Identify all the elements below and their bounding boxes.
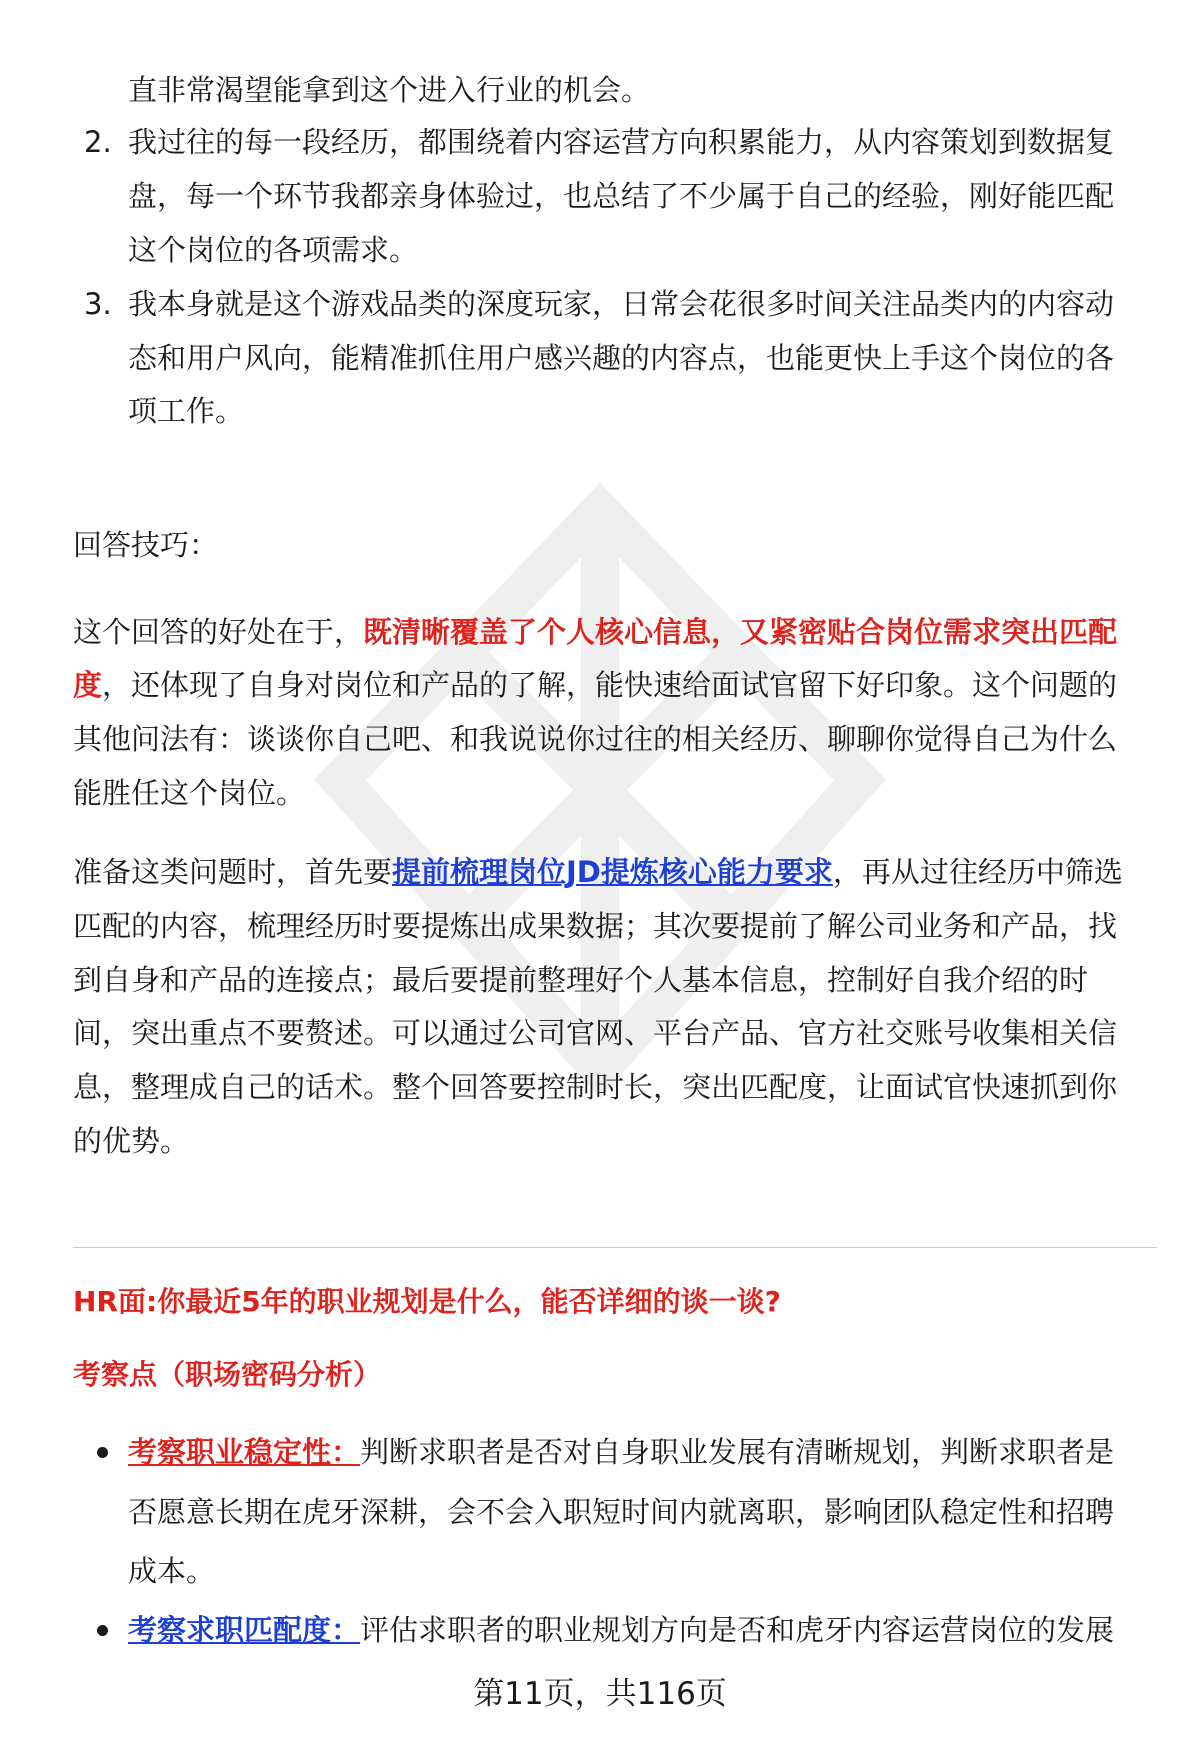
point-2-text: 评估求职者的职业规划方向是否和虎牙内容运营岗位的发展: [360, 1613, 1115, 1647]
point-2-label: 考察求职匹配度：: [128, 1613, 361, 1647]
tips-label: 回答技巧：: [73, 528, 219, 562]
list-item-2-line-3: 这个岗位的各项需求。: [128, 233, 419, 267]
list-item-3-line-2: 态和用户风向，能精准抓住用户感兴趣的内容点，也能更快上手这个岗位的各: [128, 341, 1115, 375]
question-title: HR面:你最近5年的职业规划是什么，能否详细的谈一谈?: [73, 1285, 781, 1318]
tips-paragraph-2-line-5: 息，整理成自己的话术。整个回答要控制时长，突出匹配度，让面试官快速抓到你: [73, 1070, 1118, 1104]
tips-p2-highlight: 提前梳理岗位JD提炼核心能力要求: [392, 855, 833, 889]
tips-paragraph-2-line-3: 到自身和产品的连接点；最后要提前整理好个人基本信息，控制好自我介绍的时: [73, 963, 1089, 997]
point-1-text: 判断求职者是否对自身职业发展有清晰规划，判断求职者是: [360, 1435, 1115, 1469]
tips-p1-highlight: 既清晰覆盖了个人核心信息，又紧密贴合岗位需求突出匹配: [363, 615, 1118, 649]
tips-p2-text-post: ，再从过往经历中筛选: [832, 855, 1123, 889]
tips-p2-text: 准备这类问题时，首先要: [73, 855, 393, 889]
section-divider: [73, 1247, 1157, 1248]
tips-paragraph-2-line-2: 匹配的内容，梳理经历时要提炼出成果数据；其次要提前了解公司业务和产品，找: [73, 909, 1118, 943]
point-1-line-3: 成本。: [128, 1554, 216, 1588]
tips-paragraph-2-line-6: 的优势。: [73, 1124, 190, 1158]
list-item-1-tail: 直非常渴望能拿到这个进入行业的机会。: [128, 73, 651, 107]
tips-paragraph-2-line-1: [73, 852, 1123, 892]
page-number: 第11页，共116页: [473, 1676, 727, 1712]
bullet-dot-icon: [97, 1447, 108, 1458]
watermark-logo-icon: [300, 480, 900, 1100]
point-1-label: 考察职业稳定性：: [128, 1435, 361, 1469]
list-item-2-line-1: 我过往的每一段经历，都围绕着内容运营方向积累能力，从内容策划到数据复: [128, 125, 1115, 159]
tips-paragraph-1-line-1: [73, 612, 1117, 652]
point-2-line-1: [128, 1610, 1114, 1650]
question-subtitle: 考察点（职场密码分析）: [73, 1358, 382, 1391]
bullet-dot-icon: [97, 1625, 108, 1636]
tips-paragraph-1-line-4: 能胜任这个岗位。: [73, 776, 306, 810]
point-1-line-2: 否愿意长期在虎牙深耕，会不会入职短时间内就离职，影响团队稳定性和招聘: [128, 1495, 1115, 1529]
tips-p1-text-tail: ，还体现了自身对岗位和产品的了解，能快速给面试官留下好印象。这个问题的: [102, 668, 1118, 702]
list-number-3: 3.: [84, 287, 112, 321]
tips-paragraph-1-line-3: 其他问法有：谈谈你自己吧、和我说说你过往的相关经历、聊聊你觉得自己为什么: [73, 722, 1118, 756]
list-number-2: 2.: [84, 125, 112, 159]
tips-paragraph-2-line-4: 间，突出重点不要赘述。可以通过公司官网、平台产品、官方社交账号收集相关信: [73, 1016, 1118, 1050]
point-1-line-1: [128, 1432, 1114, 1472]
list-item-3-line-1: 我本身就是这个游戏品类的深度玩家，日常会花很多时间关注品类内的内容动: [128, 287, 1115, 321]
list-item-3-line-3: 项工作。: [128, 394, 245, 428]
tips-p1-highlight-tail: 度: [73, 668, 103, 702]
tips-paragraph-1-line-2: [73, 665, 1117, 705]
list-item-2-line-2: 盘，每一个环节我都亲身体验过，也总结了不少属于自己的经验，刚好能匹配: [128, 179, 1115, 213]
tips-p1-text: 这个回答的好处在于，: [73, 615, 364, 649]
